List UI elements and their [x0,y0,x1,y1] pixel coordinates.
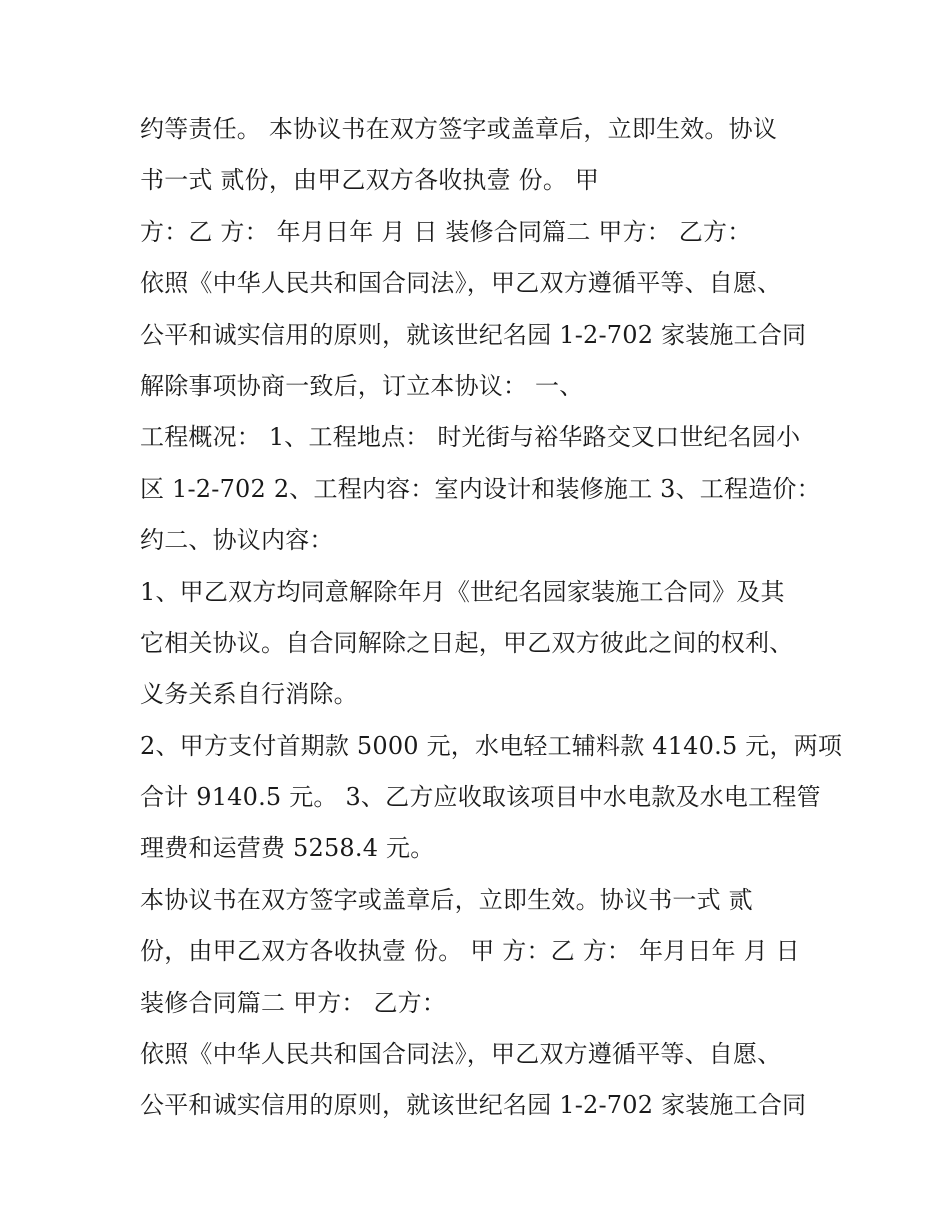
text-line: 份，由甲乙双方各收执壹 份。 甲 方：乙 方： 年月日年 月 日 [140,937,800,966]
text-line: 义务关系自行消除。 [140,680,358,709]
text-line: 装修合同篇二 甲方： 乙方： [140,988,447,1017]
text-line: 工程概况： 1、工程地点： 时光街与裕华路交叉口世纪名园小 [140,423,801,452]
text-line: 合计 9140.5 元。 3、乙方应收取该项目中水电款及水电工程管 [140,783,821,812]
text-line: 书一式 贰份，由甲乙双方各收执壹 份。 甲 [140,166,600,195]
document-body [140,104,843,1132]
text-line: 公平和诚实信用的原则，就该世纪名园 1-2-702 家装施工合同 [140,1091,807,1120]
text-line: 依照《中华人民共和国合同法》，甲乙双方遵循平等、自愿、 [140,269,782,298]
text-line: 依照《中华人民共和国合同法》，甲乙双方遵循平等、自愿、 [140,1040,782,1069]
text-line: 约二、协议内容： [140,526,334,555]
text-line: 方：乙 方： 年月日年 月 日 装修合同篇二 甲方： 乙方： [140,217,752,246]
text-line: 约等责任。 本协议书在双方签字或盖章后，立即生效。协议 [140,115,778,143]
text-line: 1、甲乙双方均同意解除年月《世纪名园家装施工合同》及其 [140,577,785,606]
text-line: 公平和诚实信用的原则，就该世纪名园 1-2-702 家装施工合同 [140,320,807,349]
text-line: 区 1-2-702 2、工程内容：室内设计和装修施工 3、工程造价： [140,474,821,503]
text-line: 2、甲方支付首期款 5000 元，水电轻工辅料款 4140.5 元，两项 [140,731,843,760]
text-line: 解除事项协商一致后，订立本协议： 一、 [140,371,584,400]
text-line: 本协议书在双方签字或盖章后，立即生效。协议书一式 贰 [140,885,753,914]
text-line: 理费和运营费 5258.4 元。 [140,834,435,863]
text-line: 它相关协议。自合同解除之日起，甲乙双方彼此之间的权利、 [140,628,794,657]
